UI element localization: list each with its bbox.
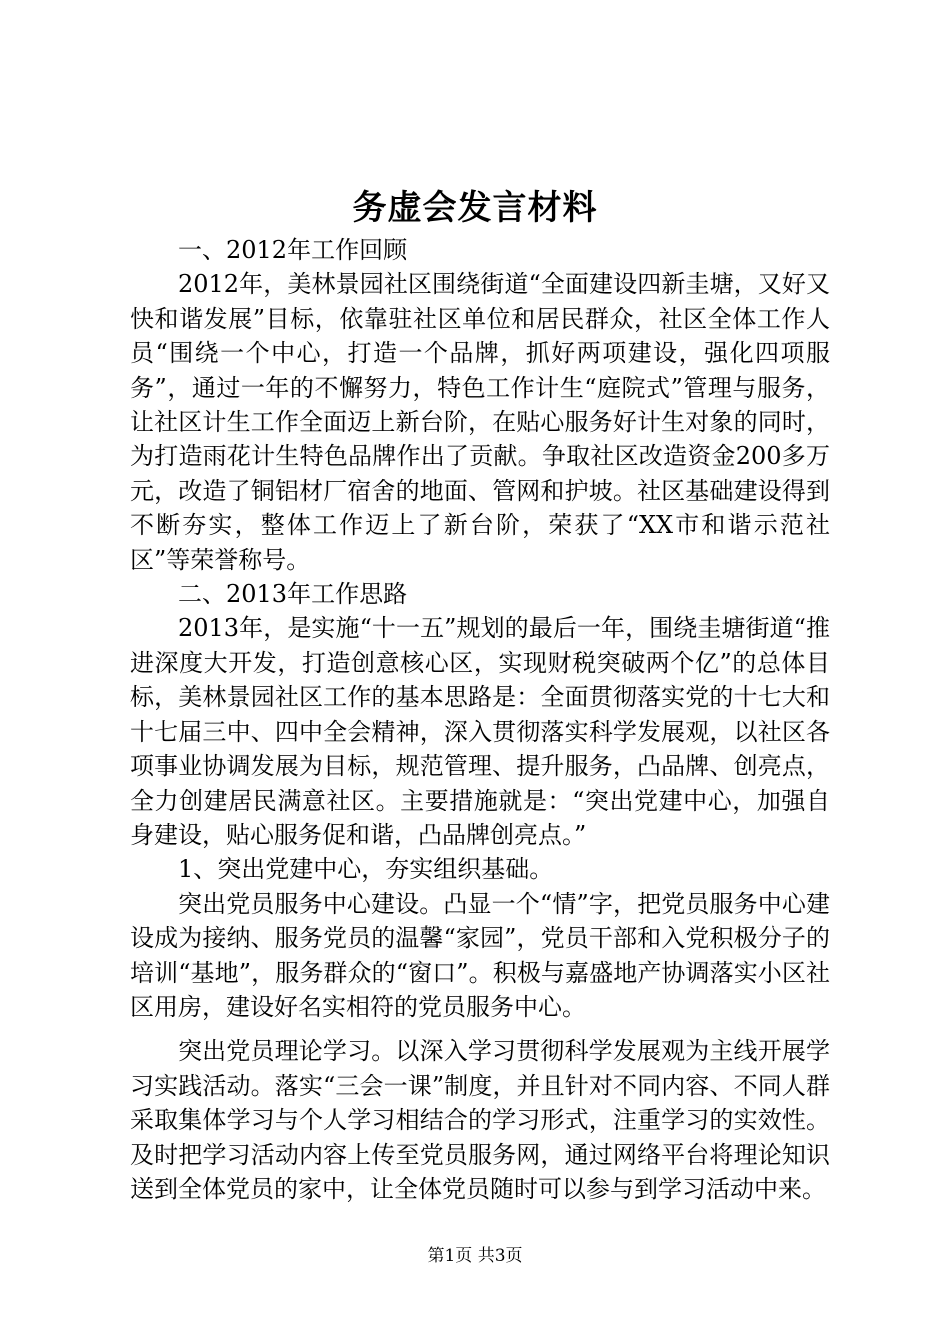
subheading-party-building: 1、突出党建中心，夯实组织基础。 xyxy=(178,855,554,884)
section-heading-plan: 二、2013年工作思路 xyxy=(178,580,408,609)
section-heading-review: 一、2012年工作回顾 xyxy=(178,236,408,264)
document-title: 务虚会发言材料 xyxy=(352,188,598,228)
paragraph-service-center: 突出党员服务中心建设。凸显一个“情”字，把党员服务中心建设成为接纳、服务党员的温馨“家园”，党员干部和入党积极分子的培训“基地”，服务群众的“窗口”。积极与嘉盛地产协调落实小区社区用房，建设好名实相符的党员服务中心。 xyxy=(130,889,830,1021)
paragraph-plan: 2013年，是实施“十一五”规划的最后一年，围绕圭塘街道“推进深度大开发，打造创意核心区，实现财税突破两个亿”的总体目标，美林景园社区工作的基本思路是：全面贯彻落实党的十七大和十七届三中、四中全会精神，深入贯彻落实科学发展观，以社区各项事业协调发展为目标，规范管理、提升服务，凸品牌、创亮点，全力创建居民满意社区。主要措施就是：“突出党建中心，加强自身建设，贴心服务促和谐，凸品牌创亮点。” xyxy=(130,614,830,849)
document-body xyxy=(130,233,830,1206)
page-footer: 第1页 共3页 xyxy=(427,1246,523,1266)
paragraph-theory-study: 突出党员理论学习。以深入学习贯彻科学发展观为主线开展学习实践活动。落实“三会一课”制度，并且针对不同内容、不同人群采取集体学习与个人学习相结合的学习形式，注重学习的实效性。及时把学习活动内容上传至党员服务网，通过网络平台将理论知识送到全体党员的家中，让全体党员随时可以参与到学习活动中来。 xyxy=(130,1037,830,1203)
paragraph-review: 2012年，美林景园社区围绕街道“全面建设四新圭塘，又好又快和谐发展”目标，依靠驻社区单位和居民群众，社区全体工作人员“围绕一个中心，打造一个品牌，抓好两项建设，强化四项服务”，通过一年的不懈努力，特色工作计生“庭院式”管理与服务，让社区计生工作全面迈上新台阶，在贴心服务好计生对象的同时，为打造雨花计生特色品牌作出了贡献。争取社区改造资金200多万元，改造了铜铝材厂宿舍的地面、管网和护坡。社区基础建设得到不断夯实，整体工作迈上了新台阶，荣获了“XX市和谐示范社区”等荣誉称号。 xyxy=(130,270,830,574)
